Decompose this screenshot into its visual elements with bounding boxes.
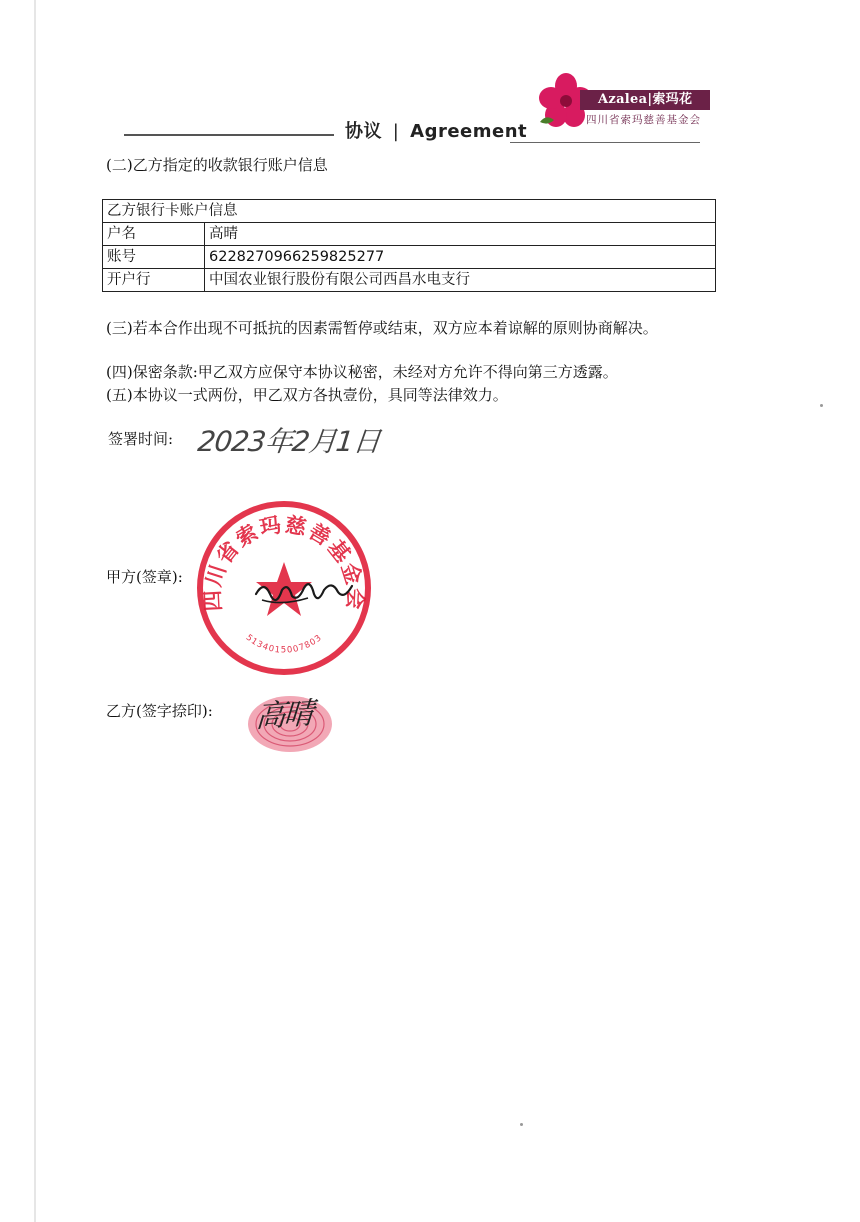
- bank-branch-value: 中国农业银行股份有限公司西昌水电支行: [205, 269, 716, 292]
- bank-branch-label: 开户行: [103, 269, 205, 292]
- bank-table-title: 乙方银行卡账户信息: [103, 200, 716, 223]
- logo-org-name: 四川省索玛慈善基金会: [586, 114, 701, 126]
- foundation-logo: [536, 70, 716, 130]
- table-row: [103, 200, 716, 223]
- table-row: [103, 246, 716, 269]
- handwritten-date: 2023年2月1日: [196, 425, 382, 458]
- section-two-heading: (二)乙方指定的收款银行账户信息: [106, 156, 328, 174]
- header-rule-left: [124, 134, 334, 136]
- party-b-label: 乙方(签字捺印):: [106, 702, 213, 720]
- clause-five: (五)本协议一式两份，甲乙双方各执壹份，具同等法律效力。: [106, 386, 508, 404]
- clause-three: (三)若本合作出现不可抵抗的因素需暂停或结束，双方应本着谅解的原则协商解决。: [106, 319, 658, 337]
- party-b-signature: 高晴: [254, 695, 313, 736]
- clause-four: (四)保密条款:甲乙双方应保守本协议秘密，未经对方允许不得向第三方透露。: [106, 363, 618, 381]
- table-row: [103, 223, 716, 246]
- seal-ring-text: 四川省索玛慈善基金会: [200, 512, 368, 612]
- logo-brand: Azalea|索玛花: [580, 90, 710, 110]
- account-name-label: 户名: [103, 223, 205, 246]
- title-en: Agreement: [410, 121, 528, 142]
- signing-time-label: 签署时间:: [108, 430, 174, 448]
- account-number-label: 账号: [103, 246, 205, 269]
- title-separator: |: [392, 121, 400, 142]
- scan-edge: [34, 0, 36, 1222]
- bank-account-table: [102, 199, 716, 292]
- scan-speck: [820, 404, 823, 407]
- table-row: [103, 269, 716, 292]
- scan-speck: [520, 1123, 523, 1126]
- title-cn: 协议: [345, 121, 382, 142]
- header-rule-right: [510, 142, 700, 143]
- party-a-signature: [252, 572, 362, 612]
- page-title: [345, 117, 527, 143]
- party-a-label: 甲方(签章):: [106, 568, 183, 586]
- account-name-value: 高晴: [205, 223, 716, 246]
- seal-number: 5134015007803: [243, 632, 325, 656]
- account-number-value: 6228270966259825277: [205, 246, 716, 269]
